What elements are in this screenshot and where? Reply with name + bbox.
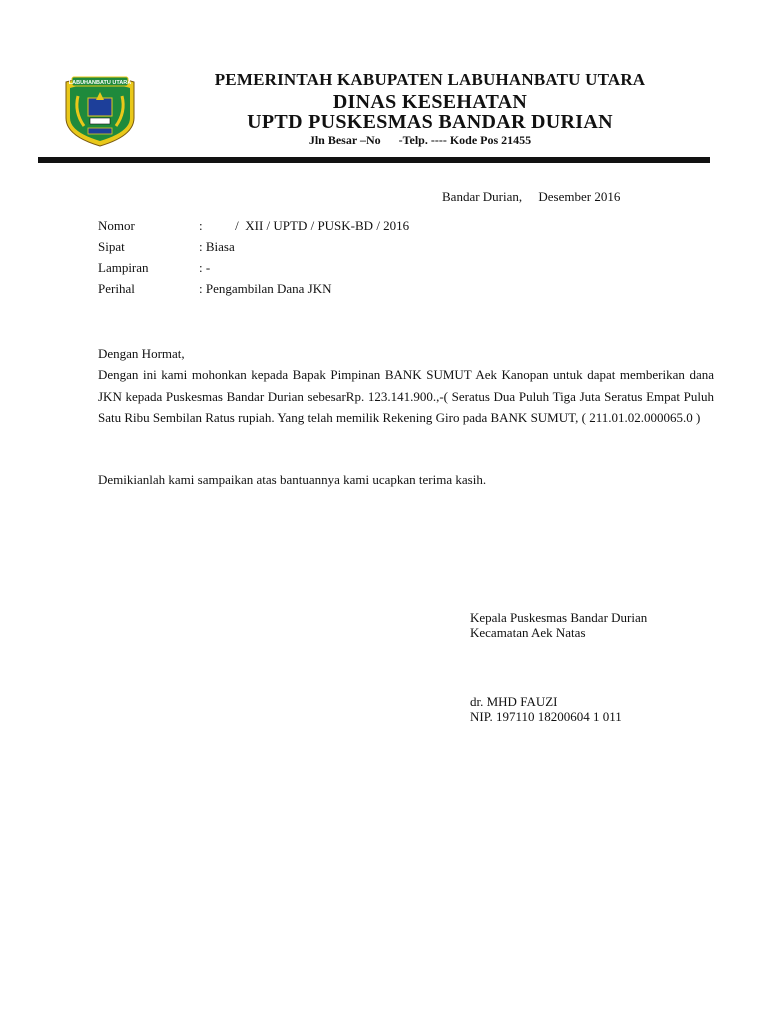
logo-caption: LABUHANBATU UTARA	[68, 80, 132, 86]
meta-value: : / XII / UPTD / PUSK-BD / 2016	[199, 218, 410, 233]
place-date: Bandar Durian, Desember 2016	[442, 189, 621, 204]
address-text: Jln Besar –No -Telp. ---- Kode Pos 21455	[308, 133, 532, 147]
signatory-nip: NIP. 197110 18200604 1 011	[470, 709, 622, 724]
letterhead-unit: UPTD PUSKESMAS BANDAR DURIAN	[247, 111, 613, 133]
meta-label: Nomor	[98, 218, 135, 233]
letterhead-address	[140, 133, 700, 148]
signature-title: Kepala Puskesmas Bandar Durian	[470, 610, 648, 625]
body-paragraph: Dengan ini kami mohonkan kepada Bapak Pimpinan BANK SUMUT Aek Kanopan untuk dapat memberikan dana JKN kepada Puskesmas Bandar Durian sebesarRp. 123.141.900.,-( Seratus Dua Puluh Tiga Juta Seratus Empat Puluh Satu Ribu Sembilan Ratus rupiah. Yang telah memilik Rekening Giro pada BANK SUMUT, ( 211.01.02.000065.0 )	[98, 367, 714, 425]
meta-value: : -	[199, 260, 211, 275]
meta-value: : Pengambilan Dana JKN	[199, 281, 332, 296]
letterhead-government: PEMERINTAH KABUPATEN LABUHANBATU UTARA	[214, 70, 646, 89]
closing-sentence: Demikianlah kami sampaikan atas bantuannya kami ucapkan terima kasih.	[98, 472, 487, 487]
greeting: Dengan Hormat,	[98, 346, 185, 361]
meta-label: Lampiran	[98, 260, 149, 275]
signature-subtitle: Kecamatan Aek Natas	[470, 625, 586, 640]
letterhead-divider	[38, 157, 710, 163]
letterhead-department: DINAS KESEHATAN	[332, 91, 528, 113]
signatory-name: dr. MHD FAUZI	[470, 694, 558, 709]
meta-label: Sipat	[98, 239, 125, 254]
regency-logo	[60, 74, 140, 148]
meta-label: Perihal	[98, 281, 135, 296]
meta-value: : Biasa	[199, 239, 235, 254]
